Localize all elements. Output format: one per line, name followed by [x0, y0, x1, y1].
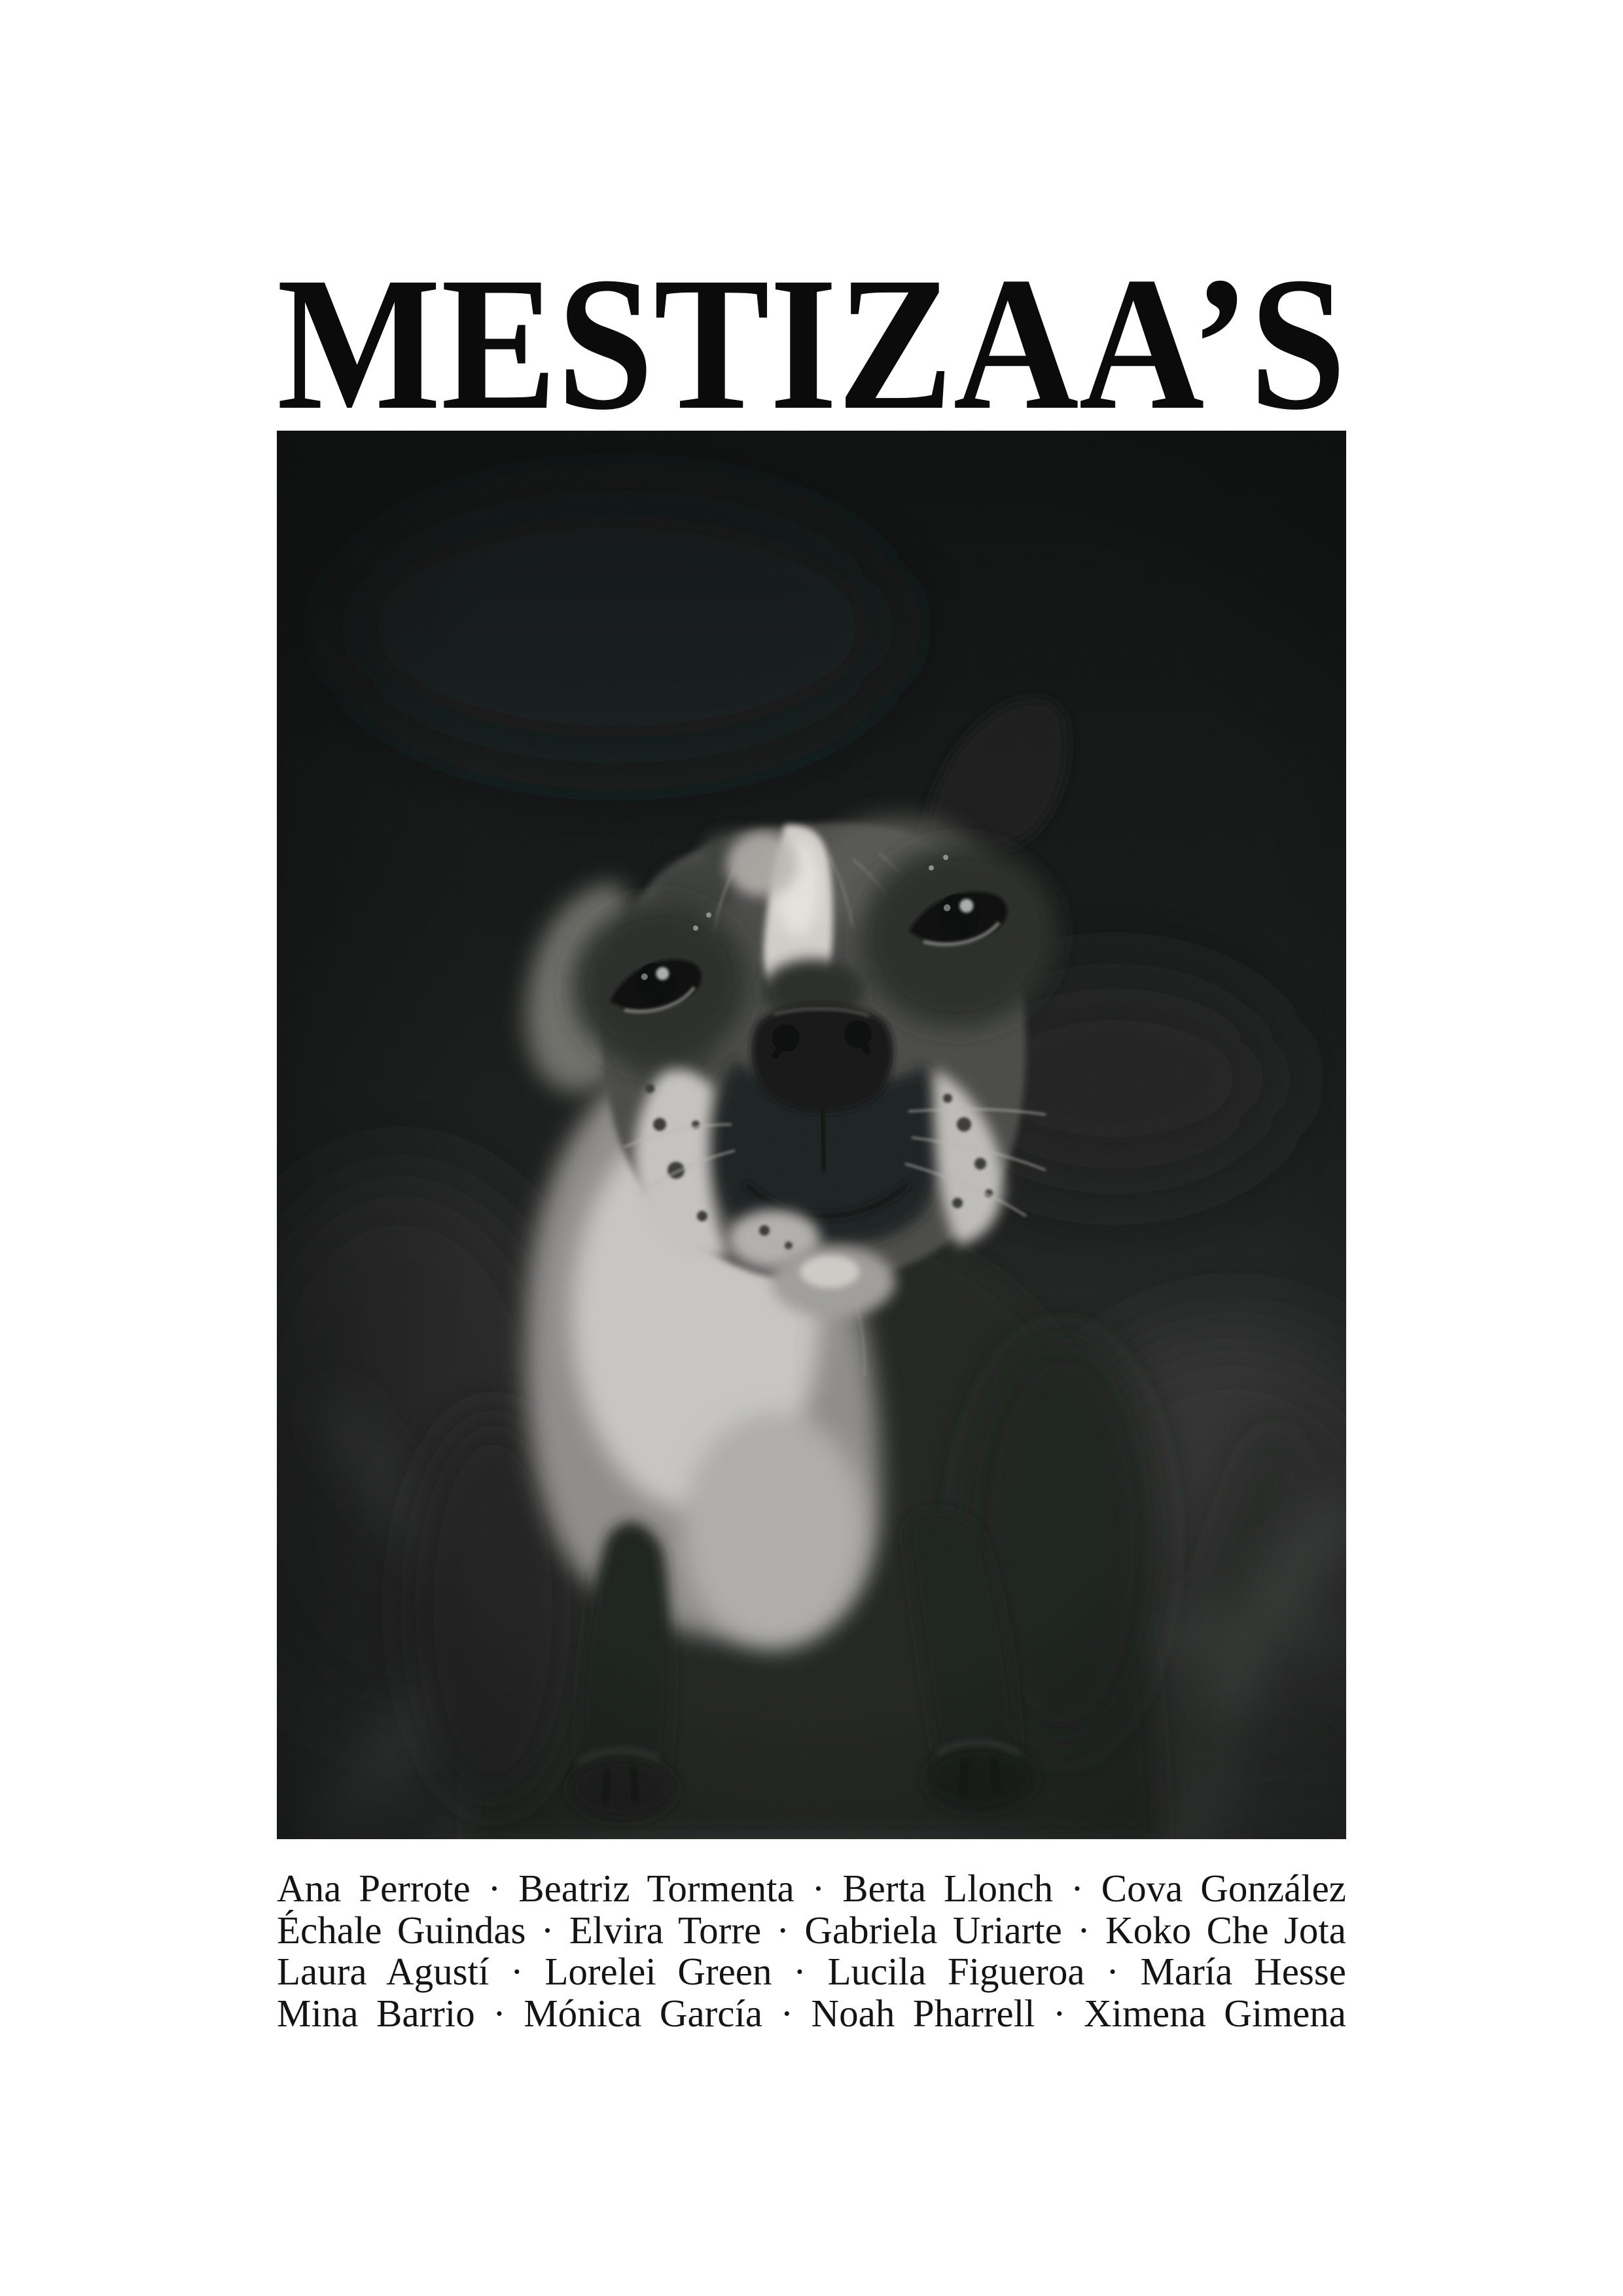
credits [277, 1868, 1346, 2034]
photo-grain [277, 431, 1346, 1839]
dog-photo-illustration [277, 431, 1346, 1839]
dog-photo [277, 431, 1346, 1839]
poster-title-text: MESTIZAA’S [277, 264, 1346, 421]
poster-title [277, 264, 1346, 421]
credits-line: Ana Perrote · Beatriz Tormenta · Berta Llonch · Cova González [277, 1867, 1346, 1910]
poster-header [277, 264, 1346, 421]
credits-line: Laura Agustí · Lorelei Green · Lucila Figueroa · María Hesse [277, 1950, 1346, 1993]
credits-line: Mina Barrio · Mónica García · Noah Pharrell · Ximena Gimena [277, 1991, 1346, 2035]
credits-line: Échale Guindas · Elvira Torre · Gabriela Uriarte · Koko Che Jota [277, 1908, 1346, 1952]
